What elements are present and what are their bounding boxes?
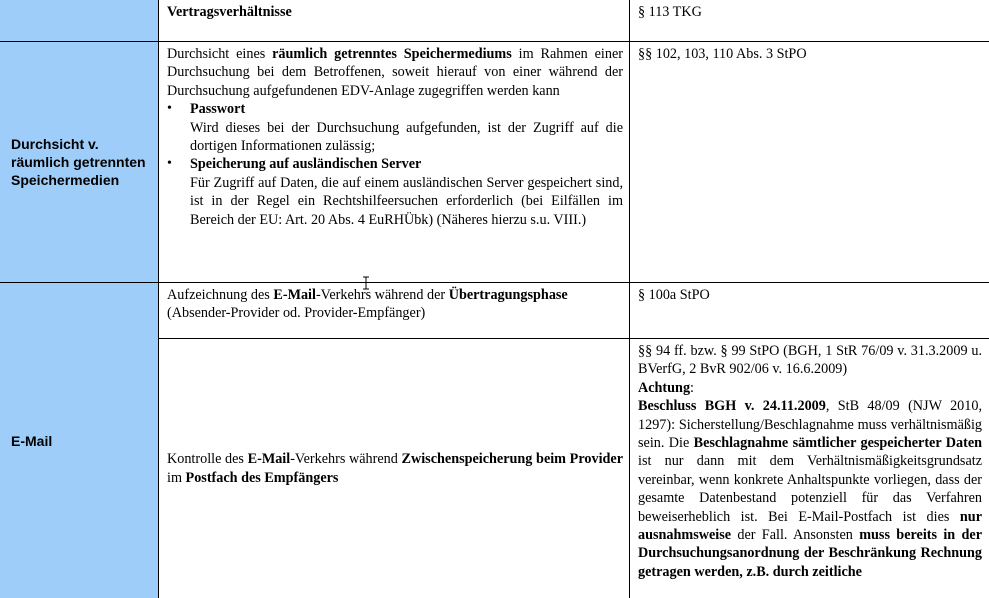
row3b-right-text: §§ 94 ff. bzw. § 99 StPO (BGH, 1 StR 76/09 v. 31.3.2009 u. BVerfG, 2 BvR 902/06 v. 16.6.2009) Achtung: Beschluss BGH v. 24.11.2009, StB 48/09 (NJW 2010, 1297): Sicherstellung/Beschlagnahme muss verhältnismäßig sein. Die Beschlagnahme sämtlicher gespeicherter Daten ist nur dann mit dem Verhältnismäßigkeitsgrundsatz vereinbar, wenn konkrete Anhaltspunkte vorliegen, dass der gesamte Datenbestand potenziell für das Verfahren beweiserheblich ist. Bei E-Mail-Postfach ist dies nur ausnahmsweise der Fall. Ansonsten muss bereits in der Durchsuchungsanordnung der Beschränkung Rechnung getragen werden, z.B. durch zeitliche	[638, 343, 983, 580]
row2-right-cell	[630, 42, 989, 283]
row3-label-cell	[0, 283, 159, 598]
row3a-right-text: § 100a StPO	[638, 287, 710, 303]
row3b-mid-cell	[159, 339, 630, 598]
row1-mid-text: Vertragsverhältnisse	[167, 4, 292, 20]
row2-right-text: §§ 102, 103, 110 Abs. 3 StPO	[638, 46, 807, 62]
row1-mid-cell	[159, 0, 630, 42]
row1-label-cell	[0, 0, 159, 42]
bullet-passwort: • Passwort Wird dieses bei der Durchsuchung aufgefunden, ist der Zugriff auf die dortigen Informationen zulässig;	[167, 100, 623, 155]
row2-mid-cell	[159, 42, 630, 283]
row3a-right-cell	[630, 283, 989, 339]
row2-label-cell	[0, 42, 159, 283]
row3-label: E-Mail	[11, 432, 53, 449]
row1-right-text: § 113 TKG	[638, 4, 702, 20]
row2-bullet-list	[167, 100, 623, 229]
row2-label: Durchsicht v. räumlich getrennten Speichermedien	[11, 136, 146, 188]
row2-intro: Durchsicht eines räumlich getrenntes Speichermediums im Rahmen einer Durchsuchung bei dem Betroffenen, soweit hierauf von einer während der Durchsuchung aufgefundenen EDV-Anlage zugegriffen werden kann	[167, 46, 623, 99]
row3b-right-cell	[630, 339, 989, 598]
bullet-auslaendischer-server: • Speicherung auf ausländischen Server Für Zugriff auf Daten, die auf einem ausländischen Server gespeichert sind, ist in der Regel ein Rechtshilfeersuchen erforderlich (bei Eilfällen im Bereich der EU: Art. 20 Abs. 4 EuRHÜbk) (Näheres hierzu s.u. VIII.)	[167, 155, 623, 229]
text-cursor-icon	[362, 276, 370, 290]
row3b-mid-text: Kontrolle des E-Mail-Verkehrs während Zwischenspeicherung beim Provider im Postfach des Empfängers	[167, 451, 623, 486]
row1-right-cell	[630, 0, 989, 42]
row3a-mid-cell: Aufzeichnung des E-Mail-Verkehrs während der Übertragungsphase (Absender-Provider od. Provider-Empfänger)	[159, 283, 630, 339]
